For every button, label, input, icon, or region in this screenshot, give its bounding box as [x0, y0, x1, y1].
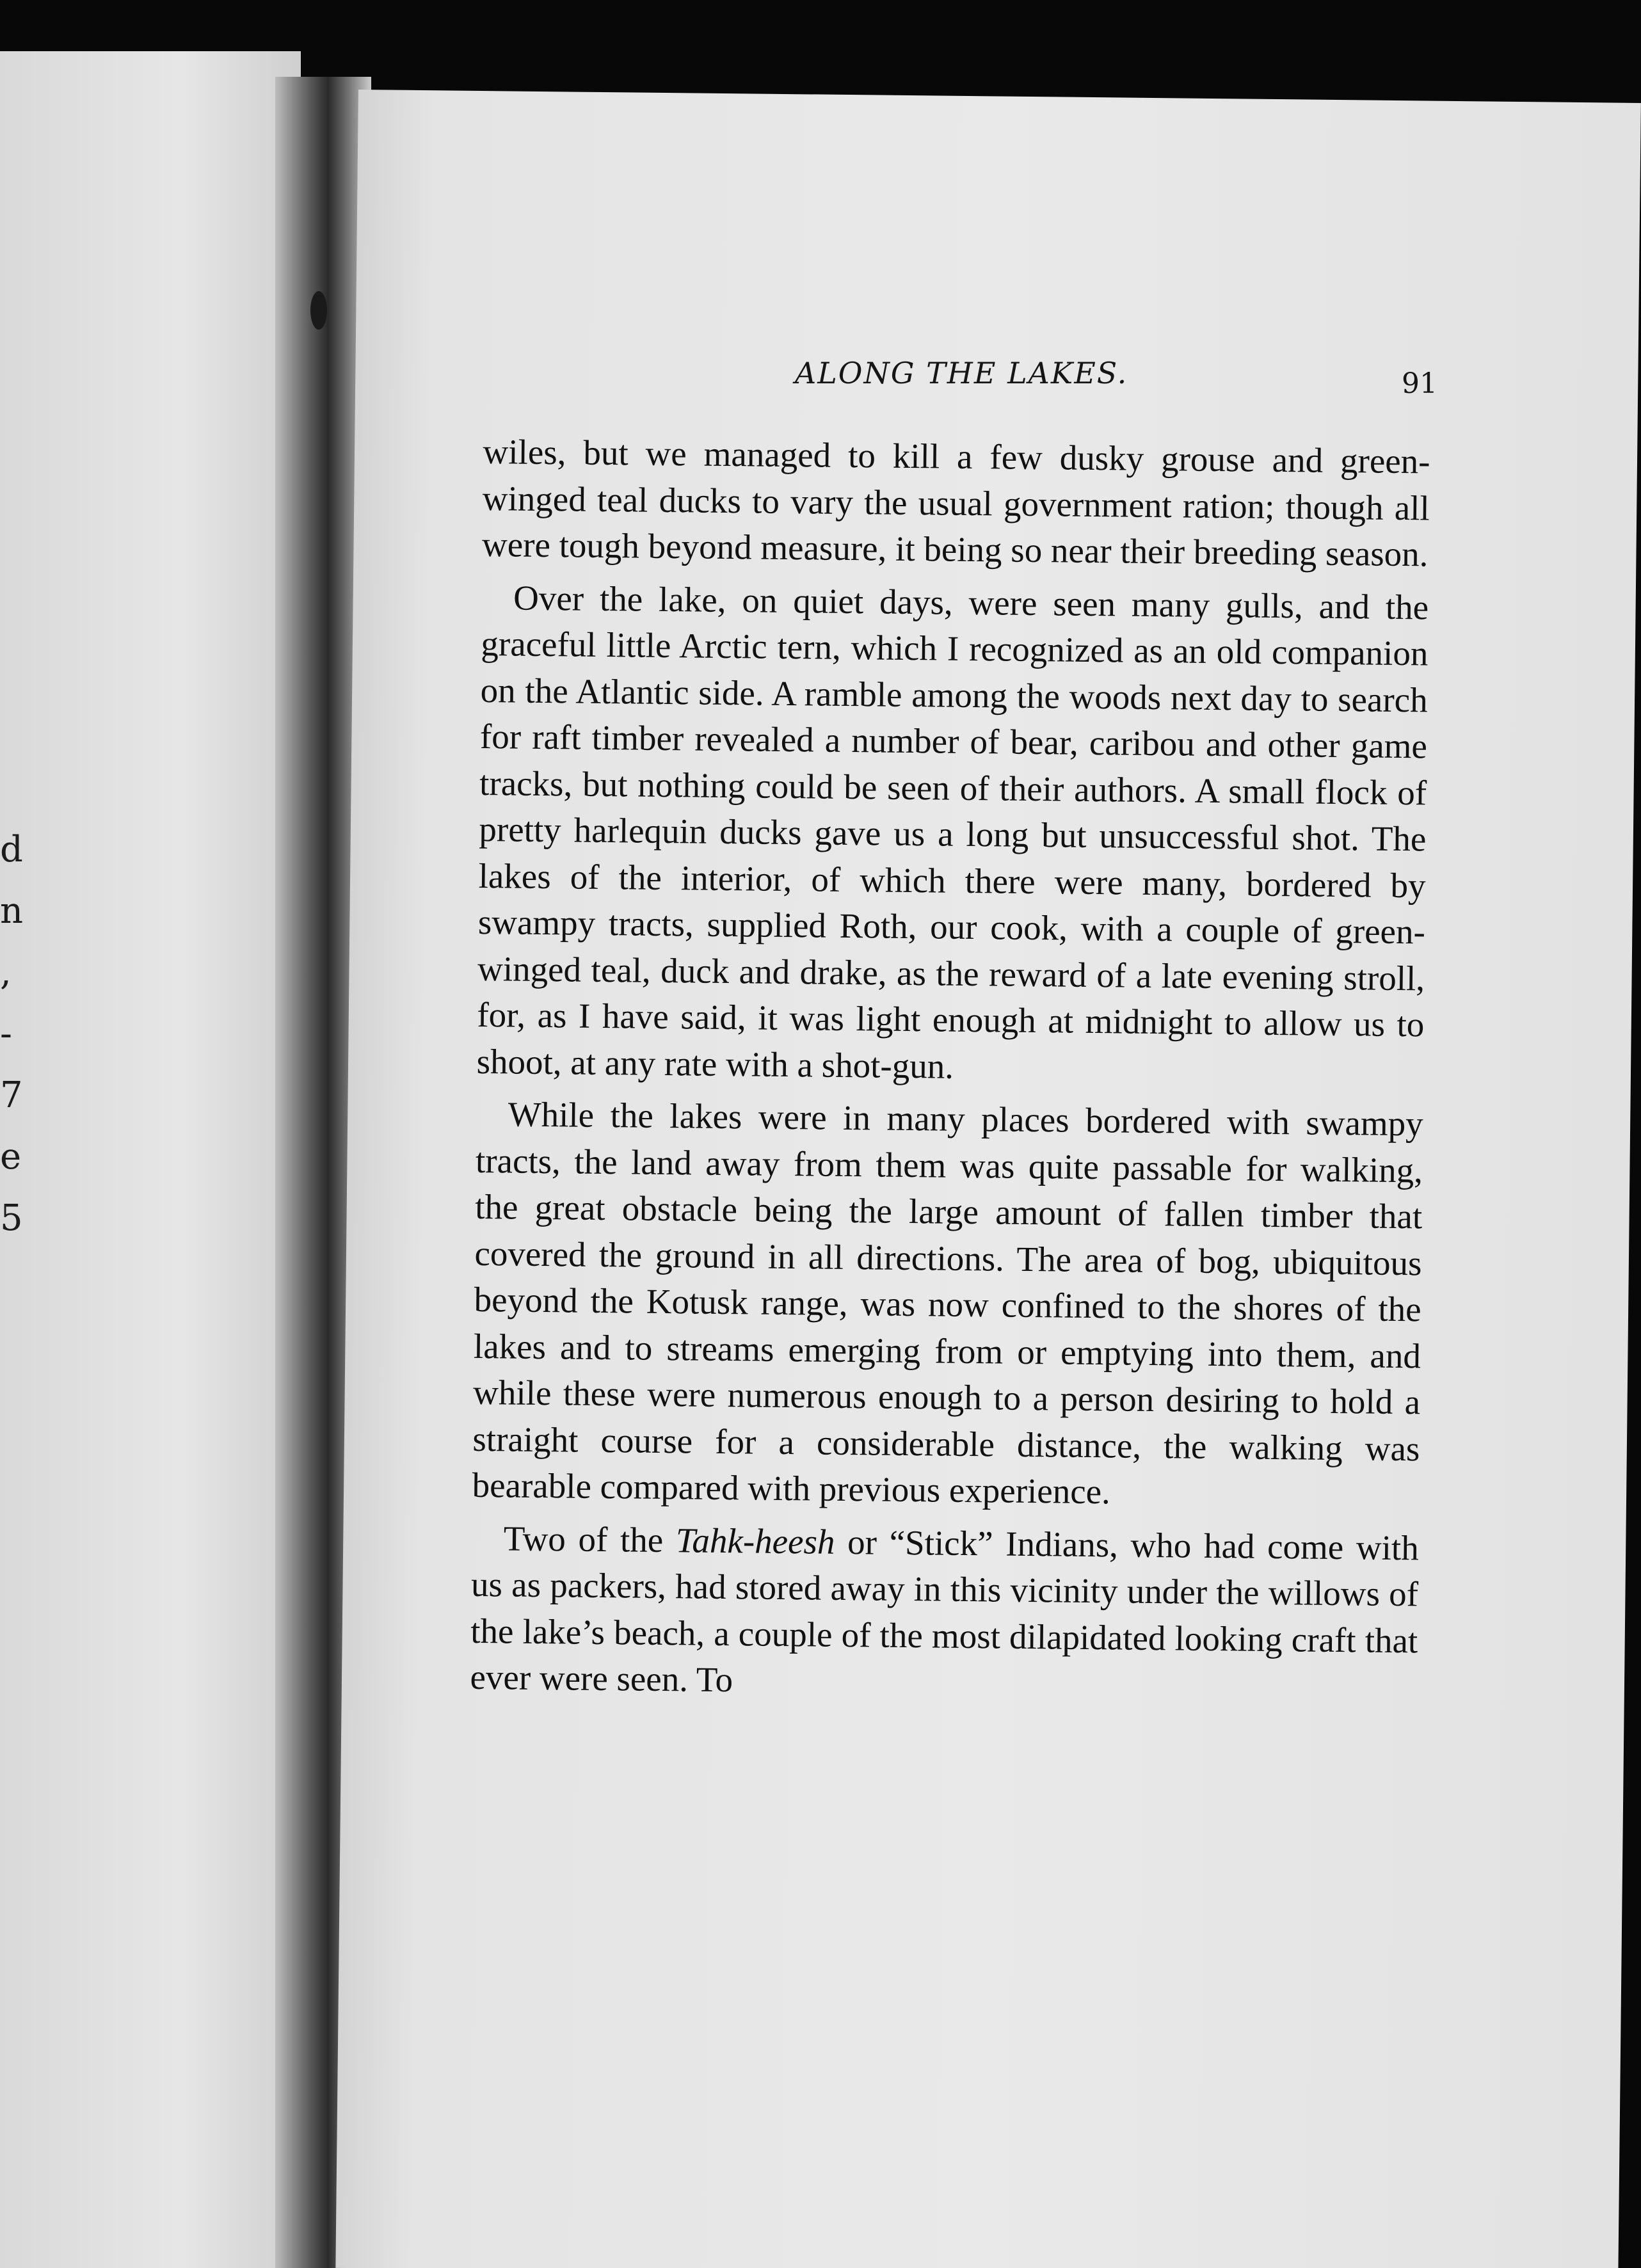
body-text — [470, 429, 1430, 1717]
running-head: ALONG THE LAKES. — [795, 356, 1128, 390]
paragraph: Over the lake, on quiet days, were seen many gulls, and the graceful little Arctic tern, which I recognized as an old companion on the Atlantic side. A ramble among the woods next day to search for raft timber revealed a number of bear, caribou and other game tracks, but nothing could be seen of their authors. A small flock of pretty harlequin ducks gave us a long but unsuccessful shot. The lakes of the interior, of which there were many, bordered by swampy tracts, supplied Roth, our cook, with a couple of green-winged teal, duck and drake, as the reward of a late evening stroll, for, as I have said, it was light enough at midnight to allow us to shoot, at any rate with a shot-gun. — [476, 578, 1429, 1086]
edge-char: n — [0, 890, 24, 932]
ink-blot — [310, 291, 327, 330]
paragraph — [470, 1515, 1419, 1710]
edge-char: 5 — [0, 1197, 23, 1239]
edge-char: , — [0, 952, 12, 993]
edge-char: e — [0, 1136, 22, 1178]
paragraph-text: or “Stick” Indians, who had come with us as packers, had stored away in this vicinity under the willows of the lake’s beach, a couple of the most dilapidated looking craft that ever were seen. To — [470, 1522, 1420, 1700]
facing-page-cut-off-text — [0, 819, 26, 1249]
edge-char: 7 — [0, 1074, 23, 1116]
italic-term: Tahk-heesh — [675, 1520, 835, 1561]
paragraph: wiles, but we managed to kill a few dusky grouse and green-winged teal ducks to vary the usual government ration; though all were tough beyond measure, it being so near their breeding season. — [481, 431, 1430, 574]
edge-char: - — [0, 1013, 12, 1055]
facing-page-left — [0, 51, 301, 2268]
paragraph: While the lakes were in many places bordered with swampy tracts, the land away from them was quite passable for walking, the great obstacle being the large amount of fallen timber that covered the ground in all directions. The area of bog, ubiquitous beyond the Kotusk range, was now confined to the shores of the lakes and to streams emerging from or emptying into them, and while these were numerous enough to a person desiring to hold a straight course for a considerable distance, the walking was bearable compared with previous experience. — [472, 1094, 1424, 1512]
page-number: 91 — [1402, 367, 1437, 400]
paragraph-text: Two of the — [503, 1518, 676, 1560]
edge-char: d — [0, 829, 23, 870]
